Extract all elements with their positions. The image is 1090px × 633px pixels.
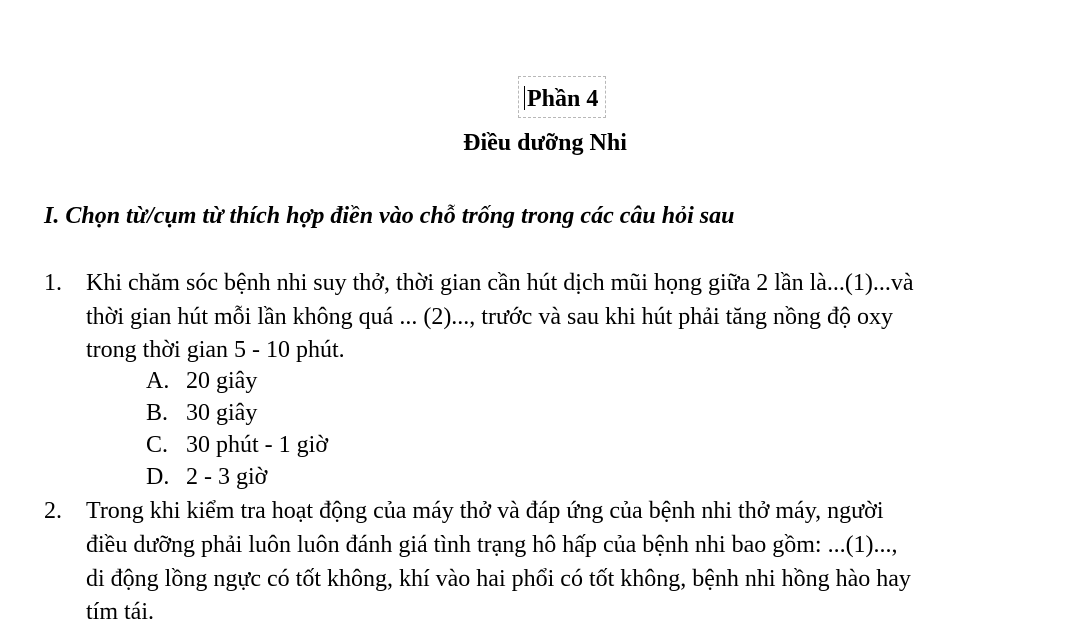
answer-option [146, 366, 257, 396]
option-text: 30 giây [186, 400, 258, 426]
option-letter: A. [146, 368, 170, 394]
question-text-line: thời gian hút mỗi lần không quá ... (2)..., trước và sau khi hút phải tăng nồng độ oxy [86, 304, 893, 330]
text-cursor [524, 86, 525, 110]
question-text-line: tím tái. [86, 599, 154, 625]
option-letter: C. [146, 432, 169, 458]
answer-option [146, 430, 328, 460]
question-text-line: Khi chăm sóc bệnh nhi suy thở, thời gian cần hút dịch mũi họng giữa 2 lần là...(1)...và [86, 270, 914, 296]
option-text: 30 phút - 1 giờ [186, 432, 329, 458]
question-text-line: di động lồng ngực có tốt không, khí vào hai phổi có tốt không, bệnh nhi hồng hào hay [86, 566, 911, 592]
answer-option [146, 398, 257, 428]
question-number: 1. [44, 270, 62, 296]
question-number: 2. [44, 498, 62, 524]
part-title[interactable]: Phần 4 [527, 86, 599, 112]
section-title: I. Chọn từ/cụm từ thích hợp điền vào chỗ trống trong các câu hỏi sau [44, 203, 735, 229]
question-text-line: trong thời gian 5 - 10 phút. [86, 337, 345, 363]
option-text: 20 giây [186, 368, 258, 394]
question-text-line: điều dưỡng phải luôn luôn đánh giá tình trạng hô hấp của bệnh nhi bao gồm: ...(1)..., [86, 532, 898, 558]
subject-title: Điều dưỡng Nhi [463, 130, 627, 156]
option-text: 2 - 3 giờ [186, 464, 268, 490]
option-letter: B. [146, 400, 169, 426]
question-text-line: Trong khi kiểm tra hoạt động của máy thở và đáp ứng của bệnh nhi thở máy, người [86, 498, 884, 524]
option-letter: D. [146, 464, 170, 490]
answer-option [146, 462, 267, 492]
